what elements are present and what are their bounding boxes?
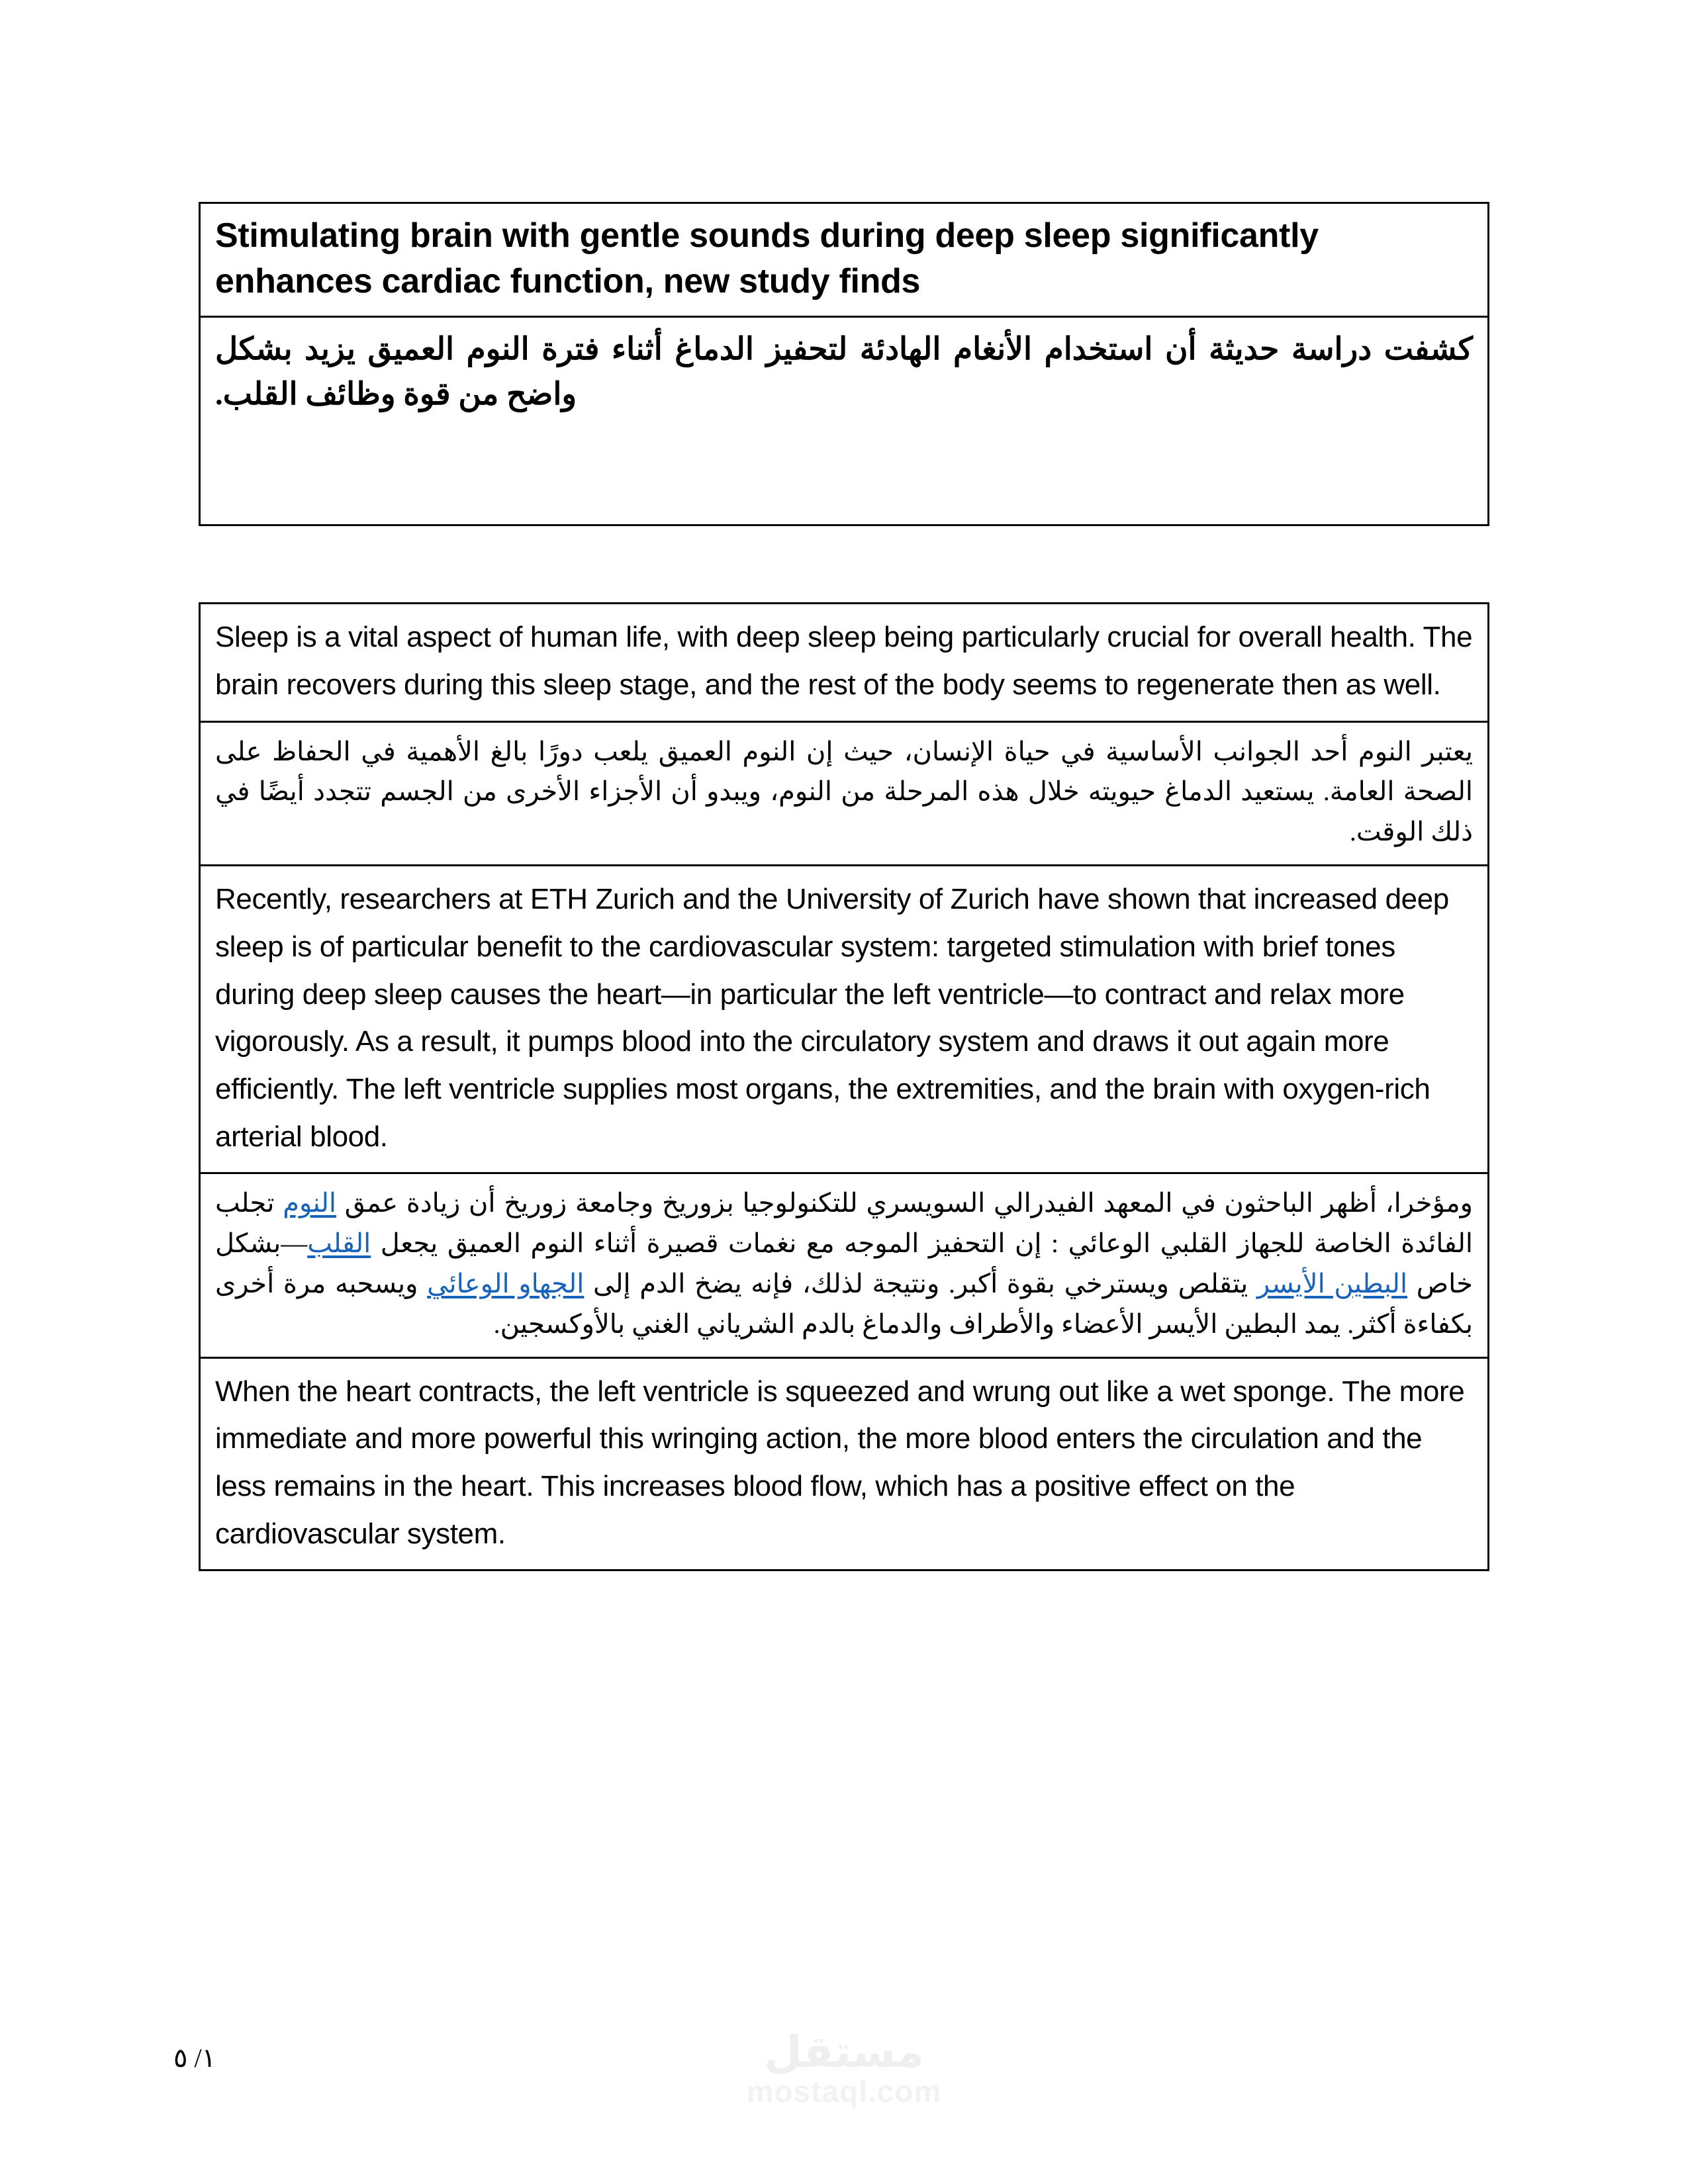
body-cell-arabic-2 xyxy=(200,1173,1489,1357)
inline-text: يتقلص ويسترخي بقوة أكبر. ونتيجة لذلك، فإنه يضخ الدم إلى xyxy=(584,1268,1257,1298)
inline-text: —بشكل خاص xyxy=(215,1228,1474,1298)
inline-link[interactable]: القلب xyxy=(307,1228,371,1259)
page-title-arabic: كشفت دراسة حديثة أن استخدام الأنغام الهادئة لتحفيز الدماغ أثناء فترة النوم العميق يزيد بشكل واضح من قوة وظائف القلب. xyxy=(215,332,1473,412)
title-row-english xyxy=(200,203,1489,317)
inline-text: ومؤخرا، أظهر الباحثون في المعهد الفيدرالي السويسري للتكنولوجيا بزوريخ وجامعة زوريخ أن زيادة عمق xyxy=(336,1188,1473,1218)
inline-text: ويسحبه مرة أخرى بكفاءة أكثر. يمد البطين الأيسر الأعضاء والأطراف والدماغ بالدم الشرياني الغني بالأوكسجين. xyxy=(215,1268,1473,1339)
title-row-arabic xyxy=(200,317,1489,525)
paragraph-english-2: Recently, researchers at ETH Zurich and the University of Zurich have shown that increased deep sleep is of particular benefit to the cardiovascular system: targeted stimulation with brief tones during deep sleep causes the heart—in particular the left ventricle—to contract and relax more vigorously. As a result, it pumps blood into the circulatory system and draws it out again more efficiently. The left ventricle supplies most organs, the extremities, and the brain with oxygen-rich arterial blood. xyxy=(215,883,1449,1153)
page-title-english: Stimulating brain with gentle sounds during deep sleep significantly enhances cardiac function, new study finds xyxy=(215,216,1319,300)
paragraph-english-3: When the heart contracts, the left ventricle is squeezed and wrung out like a wet sponge. The more immediate and more powerful this wringing action, the more blood enters the circulation and the less remains in the heart. This increases blood flow, which has a positive effect on the cardiovascular system. xyxy=(215,1375,1465,1550)
body-table xyxy=(199,602,1489,1571)
table-row xyxy=(200,866,1489,1173)
body-cell-english-3 xyxy=(200,1357,1489,1570)
table-row xyxy=(200,604,1489,721)
inline-text: تجلب الفائدة الخاصة للجهاز القلبي الوعائي : إن التحفيز الموجه مع نغمات قصيرة أثناء النوم العميق يجعل xyxy=(215,1188,1473,1259)
title-cell-english xyxy=(200,203,1489,317)
title-table xyxy=(199,202,1489,526)
inline-link[interactable]: الجهاو الوعائي xyxy=(427,1268,585,1298)
paragraph-english-1: Sleep is a vital aspect of human life, with deep sleep being particularly crucial for overall health. The brain recovers during this sleep stage, and the rest of the body seems to regenerate then as well. xyxy=(215,621,1473,701)
body-cell-english-1 xyxy=(200,604,1489,721)
watermark xyxy=(0,2026,1688,2109)
body-cell-arabic-1 xyxy=(200,721,1489,865)
paragraph-arabic-1: يعتبر النوم أحد الجوانب الأساسية في حياة الإنسان، حيث إن النوم العميق يلعب دورًا بالغ الأهمية في الحفاظ على الصحة العامة. يستعيد الدماغ حيويته خلال هذه المرحلة من النوم، ويبدو أن الأجزاء الأخرى من الجسم تتجدد أيضًا في ذلك الوقت. xyxy=(215,736,1473,847)
table-row xyxy=(200,721,1489,865)
table-row xyxy=(200,1173,1489,1357)
body-cell-english-2 xyxy=(200,866,1489,1173)
watermark-url: mostaql.com xyxy=(746,2074,942,2109)
paragraph-arabic-2 xyxy=(215,1183,1473,1344)
watermark-arabic-logo: مستقل xyxy=(764,2026,924,2077)
inline-link[interactable]: النوم xyxy=(283,1188,337,1218)
table-gap-spacer xyxy=(199,526,1489,602)
page-number: ١/ ٥ xyxy=(173,2043,216,2073)
title-cell-arabic xyxy=(200,317,1489,525)
table-row xyxy=(200,1357,1489,1570)
document-content xyxy=(199,202,1489,1571)
inline-link[interactable]: البطين الأيسر xyxy=(1256,1268,1408,1298)
